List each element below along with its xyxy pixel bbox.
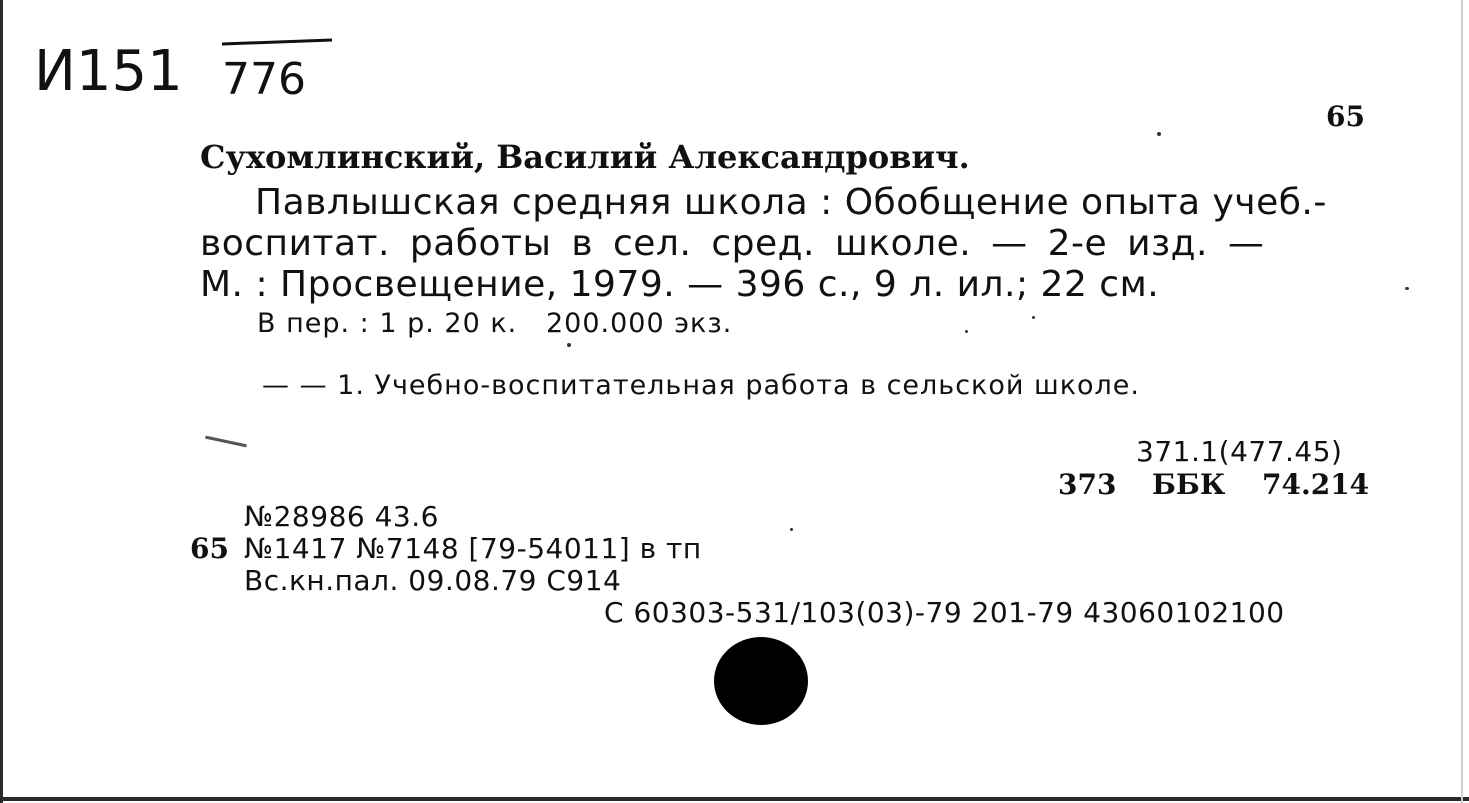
speck (567, 343, 571, 347)
title-line-1: Павлышская средняя школа : Обобщение опыта учеб.- (255, 182, 1327, 223)
subject-heading-line: — — 1. Учебно-воспитательная работа в сельской школе. (262, 370, 1140, 401)
record-line-4: С 60303-531/103(03)-79 201-79 43060102100 (604, 596, 1285, 629)
card-number-top: 65 (1326, 100, 1365, 133)
author-heading: Сухомлинский, Василий Александрович. (200, 138, 970, 176)
udc-code: 371.1(477.45) (1136, 435, 1343, 468)
card-left-edge (0, 0, 3, 803)
price-line: В пер. : 1 р. 20 к. 200.000 экз. (257, 308, 733, 339)
card-bottom-edge (0, 797, 1469, 801)
speck (1157, 132, 1161, 136)
speck (1032, 316, 1035, 319)
record-line-2-prefix: 65 (190, 532, 229, 565)
pen-mark (205, 436, 247, 448)
speck (965, 330, 968, 333)
title-line-2: воспитат. работы в сел. сред. школе. — 2-е изд. — (200, 223, 1265, 264)
classification-code: 373 (1058, 468, 1117, 501)
handwritten-sub-number: 776 (222, 54, 306, 105)
handwritten-main-number: И151 (34, 39, 183, 104)
card-right-edge (1461, 0, 1463, 803)
handwritten-overline (222, 40, 332, 44)
bbk-value: 74.214 (1262, 468, 1370, 501)
record-line-2: №1417 №7148 [79-54011] в тп (244, 532, 702, 565)
punch-hole (714, 637, 808, 725)
speck (1405, 287, 1409, 290)
speck (790, 528, 793, 531)
handwritten-call-number (32, 26, 352, 106)
record-line-1: №28986 43.6 (244, 500, 439, 533)
title-line-3: М. : Просвещение, 1979. — 396 с., 9 л. ил.; 22 см. (200, 264, 1160, 305)
record-line-3: Вс.кн.пал. 09.08.79 С914 (244, 564, 622, 597)
bbk-label: ББК (1152, 468, 1226, 501)
